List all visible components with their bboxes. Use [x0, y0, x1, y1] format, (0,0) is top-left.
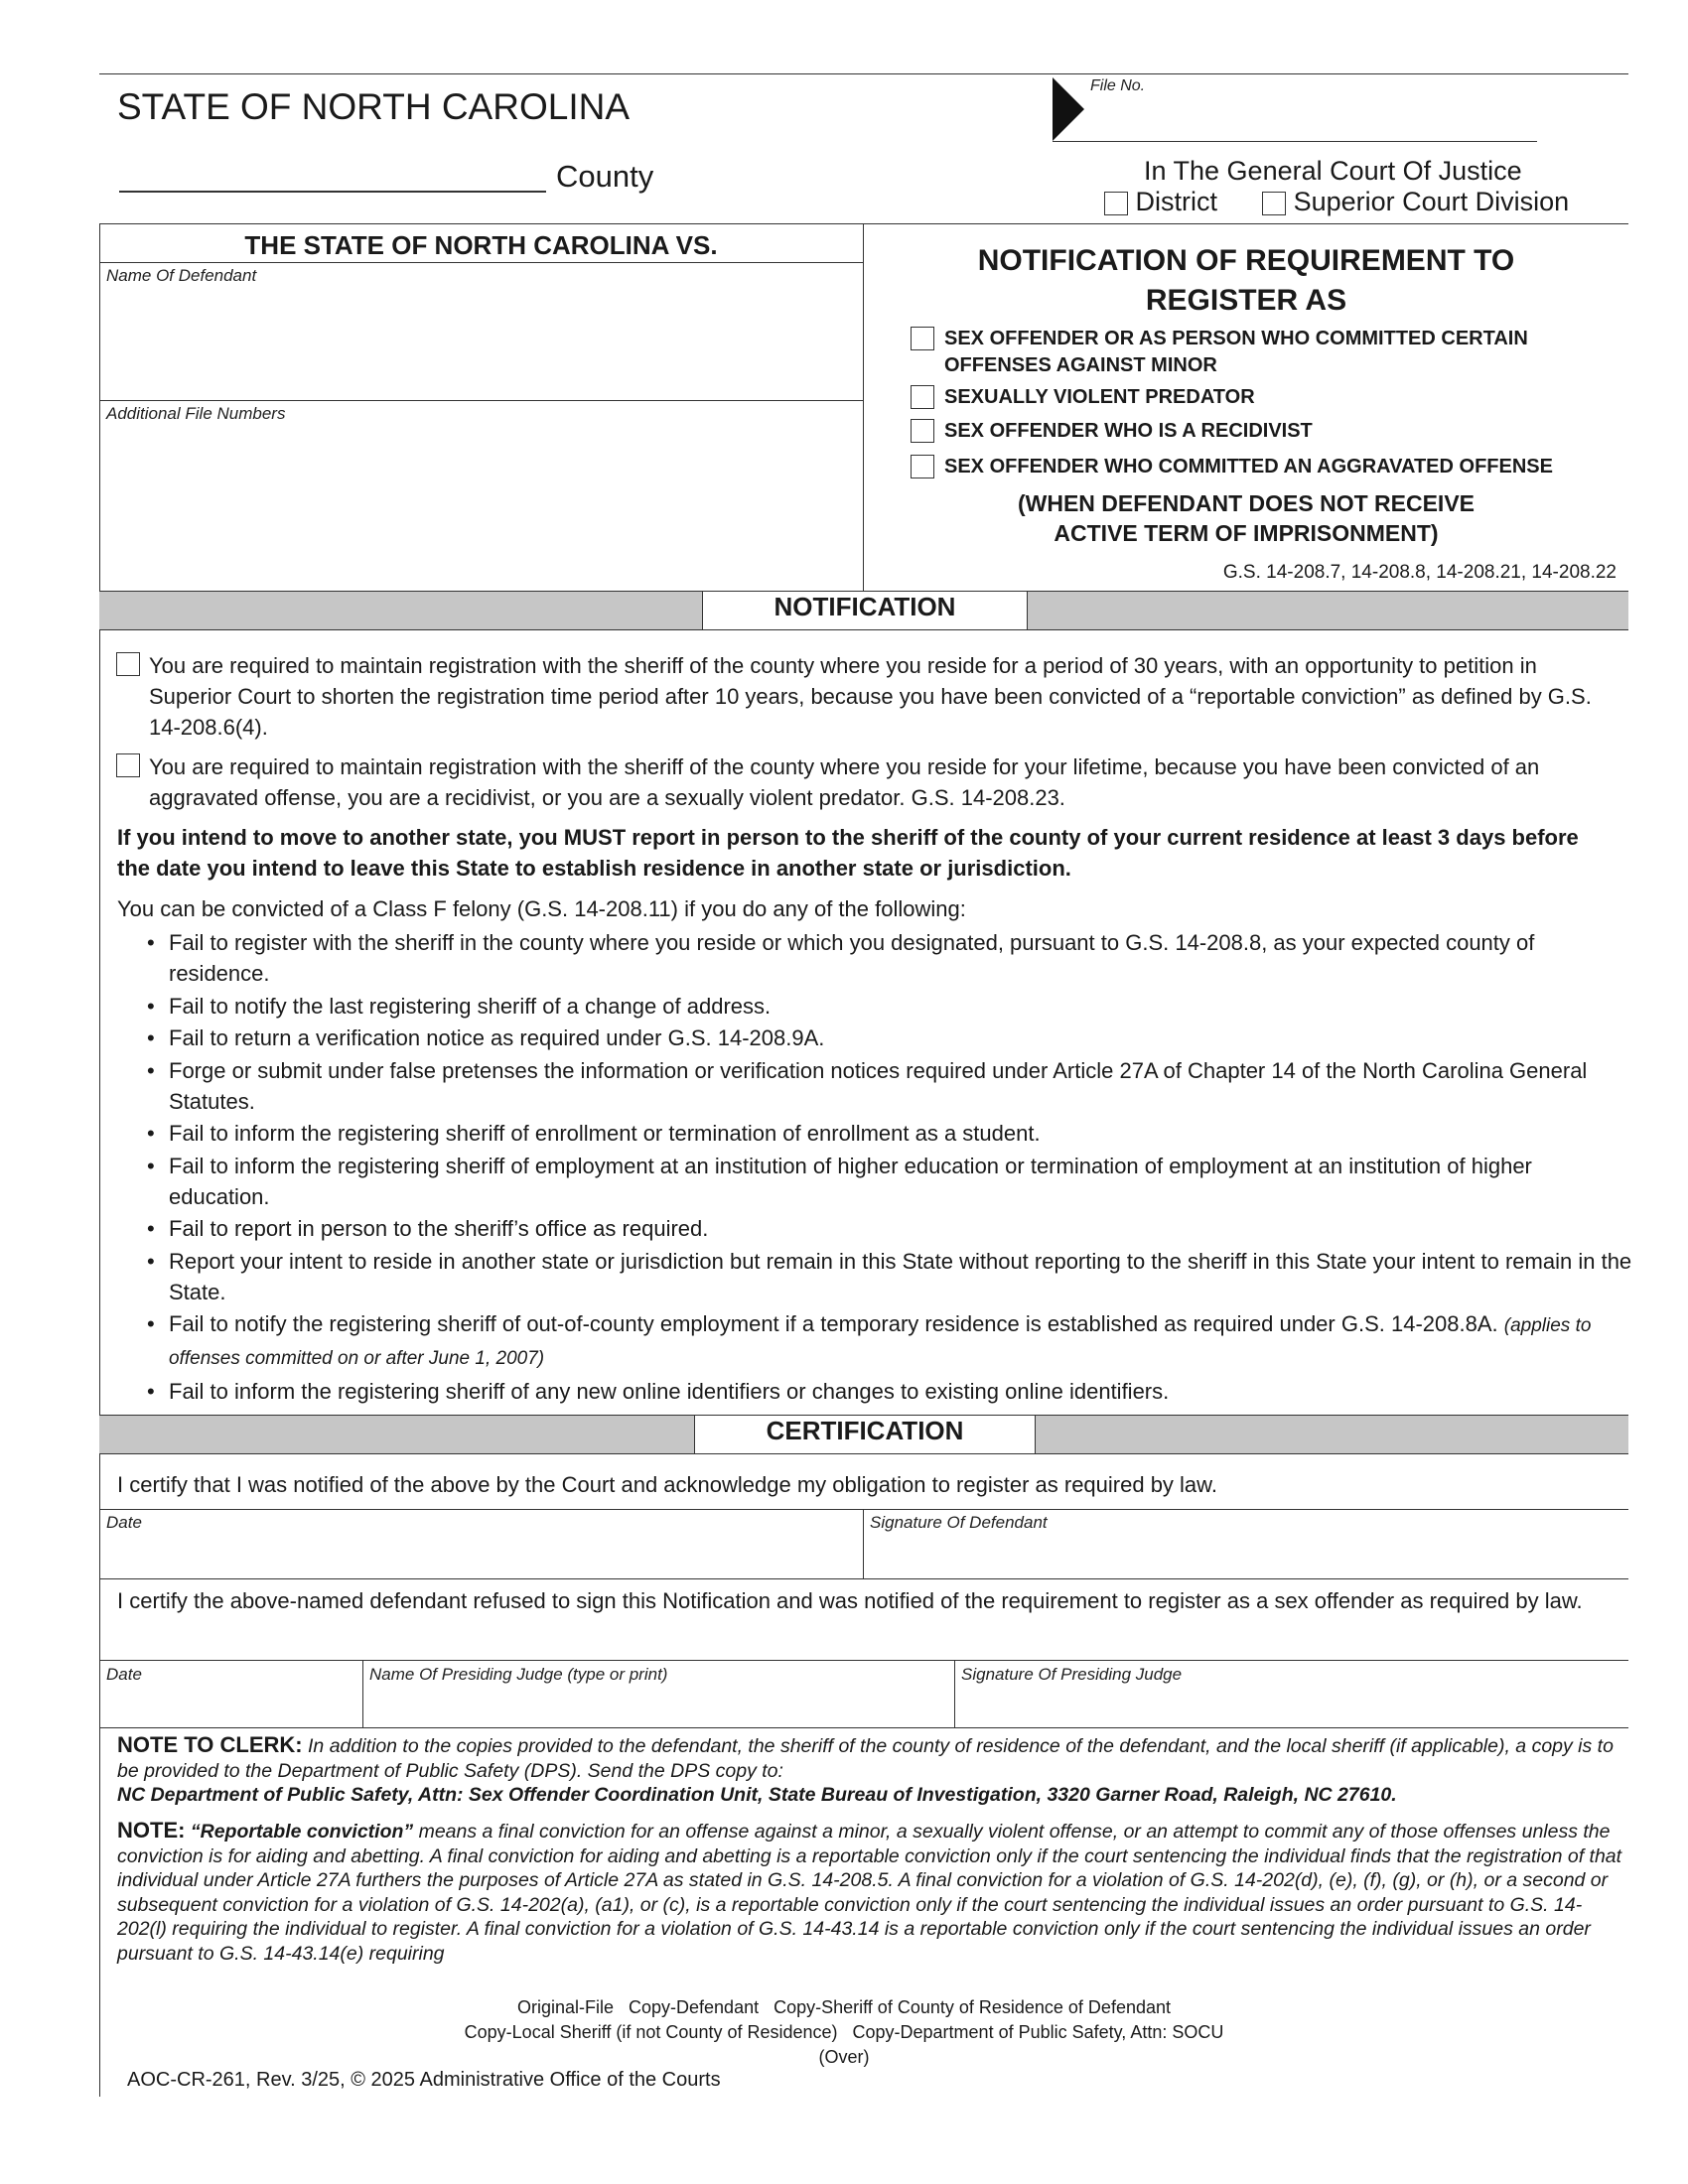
- additional-file-numbers-field[interactable]: [101, 427, 861, 586]
- list-item: • Fail to notify the last registering sheriff of a change of address.: [147, 991, 1636, 1022]
- additional-file-numbers-label: Additional File Numbers: [106, 404, 286, 423]
- file-no-label: File No.: [1090, 77, 1146, 94]
- certify-statement-2: I certify the above-named defendant refused to sign this Notification and was notified of the requirement to register as a sex offender as required by law.: [117, 1588, 1583, 1613]
- judge-name-label: Name Of Presiding Judge (type or print): [369, 1665, 668, 1684]
- dps-address-text: NC Department of Public Safety, Attn: Sex Offender Coordination Unit, State Bureau of Investigation, 3320 Garner Road, Raleigh, NC 27610: [117, 1784, 1392, 1806]
- list-item: • Forge or submit under false pretenses the information or verification notices required under Article 27A of Chapter 14 of the North Carolina General Statutes.: [147, 1055, 1636, 1117]
- signature-defendant-label: Signature Of Defendant: [870, 1513, 1048, 1532]
- file-no-field[interactable]: [1053, 141, 1537, 142]
- list-item: [147, 1308, 1636, 1374]
- certification-title: CERTIFICATION: [694, 1415, 1036, 1454]
- note-head: NOTE:: [117, 1818, 186, 1843]
- court-title: In The General Court Of Justice: [1144, 156, 1522, 186]
- superior-court-checkbox[interactable]: [1262, 192, 1286, 215]
- distribution-line-2: Copy-Local Sheriff (if not County of Residence) Copy-Department of Public Safety, Attn: SOCU: [464, 2022, 1224, 2042]
- option-label: SEX OFFENDER OR AS PERSON WHO COMMITTED CERTAIN: [944, 328, 1528, 349]
- list-item-text: Fail to notify the registering sheriff of out-of-county employment if a temporary residence is established as required under G.S. 14-208.8A.: [169, 1311, 1498, 1336]
- list-item: • Fail to inform the registering sheriff of employment at an institution of higher education or termination of employment at an institution of higher education.: [147, 1151, 1636, 1212]
- district-label: District: [1135, 187, 1218, 216]
- defendant-name-field[interactable]: [101, 288, 861, 397]
- list-item-note: (applies to offenses committed on or after June 1, 2007): [169, 1315, 1592, 1369]
- dps-address: NC Department of Public Safety, Attn: Sex Offender Coordination Unit, State Bureau of Investigation, 3320 Garner Road, Raleigh, NC 27610.: [117, 1784, 1397, 1806]
- court-division: [1104, 187, 1569, 217]
- arrow-marker-icon: [1053, 77, 1084, 141]
- lifetime-text: You are required to maintain registration with the sheriff of the county where you reside for your lifetime, because you have been convicted of an aggravated offense, you are a recidivist, or you are a sexually violent predator. G.S. 14-208.23.: [149, 754, 1540, 810]
- option-label: SEX OFFENDER WHO IS A RECIDIVIST: [944, 420, 1313, 442]
- form-title-line-2: REGISTER AS: [1145, 284, 1347, 317]
- date-2-field[interactable]: [101, 1686, 359, 1725]
- form-title-line-1: NOTIFICATION OF REQUIREMENT TO: [977, 244, 1515, 277]
- when-condition: [864, 488, 1628, 548]
- checkbox[interactable]: [911, 455, 934, 478]
- county-line[interactable]: [119, 191, 546, 193]
- distribution-line-1: Original-File Copy-Defendant Copy-Sheriff of County of Residence of Defendant: [516, 1997, 1171, 2017]
- list-item: • Fail to inform the registering sheriff of any new online identifiers or changes to existing online identifiers.: [147, 1376, 1636, 1407]
- note-text: means a final conviction for an offense against a minor, a sexually violent offense, or an attempt to commit any of those offenses unless the conviction is for aiding and abetting. A final conviction for aiding and abetting is a reportable conviction only if the court sentencing the individual finds that the registration of that individual under Article 27A furthers the purposes of Article 27A as stated in G.S. 14-208.5. A final conviction for a violation of G.S. 14-202(d), (e), (f), (g), or (h), or a second or subsequent conviction for a violation of G.S. 14-202(a), (a1), or (c), is a reportable conviction only if the court sentencing the individual issues an order pursuant to G.S. 14-202(l) requiring the individual to register. A final conviction for a violation of G.S. 14-43.14 is a reportable conviction only if the court sentencing the individual issues an order pursuant to G.S. 14-43.14(e) requiring: [117, 1821, 1622, 1965]
- option-label-line-2: OFFENSES AGAINST MINOR: [944, 354, 1217, 376]
- certify-statement-1: I certify that I was notified of the above by the Court and acknowledge my obligation to register as required by law.: [117, 1472, 1217, 1497]
- felony-intro: You can be convicted of a Class F felony (G.S. 14-208.11) if you do any of the following:: [117, 896, 966, 921]
- signature-defendant-field[interactable]: [865, 1535, 1624, 1574]
- over-label: (Over): [818, 2047, 870, 2067]
- date-label: Date: [106, 1513, 142, 1532]
- note-reportable-conviction: [117, 1819, 1626, 1966]
- list-item: • Report your intent to reside in another state or jurisdiction but remain in this State without reporting to the sheriff in this State your intent to remain in the State.: [147, 1246, 1636, 1307]
- judge-signature-field[interactable]: [956, 1686, 1624, 1725]
- superior-court-label: Superior Court Division: [1293, 187, 1570, 216]
- felony-list: [147, 927, 1636, 1408]
- when-line-2: ACTIVE TERM OF IMPRISONMENT): [1054, 520, 1439, 546]
- note-to-clerk: [117, 1733, 1626, 1808]
- state-title: STATE OF NORTH CAROLINA: [117, 86, 630, 127]
- judge-name-field[interactable]: [364, 1686, 950, 1725]
- checkbox[interactable]: [911, 385, 934, 409]
- lifetime-checkbox[interactable]: [116, 753, 140, 777]
- checkbox[interactable]: [911, 419, 934, 443]
- notification-title: NOTIFICATION: [702, 591, 1028, 630]
- checkbox[interactable]: [911, 327, 934, 350]
- note-to-clerk-text: In addition to the copies provided to the defendant, the sheriff of the county of residence of the defendant, and the local sheriff (if applicable), a copy is to be provided to the Department of Public Safety (DPS). Send the DPS copy to:: [117, 1735, 1614, 1782]
- list-item: • Fail to register with the sheriff in the county where you reside or which you designated, pursuant to G.S. 14-208.8, as your expected county of residence.: [147, 927, 1636, 989]
- district-checkbox[interactable]: [1104, 192, 1128, 215]
- statutes: G.S. 14-208.7, 14-208.8, 14-208.21, 14-208.22: [1222, 562, 1617, 583]
- move-warning: If you intend to move to another state, you MUST report in person to the sheriff of the county of your current residence at least 3 days before the date you intend to leave this State to establish residence in another state or jurisdiction.: [117, 825, 1579, 881]
- form-id: AOC-CR-261, Rev. 3/25, © 2025 Administrative Office of the Courts: [127, 2069, 721, 2091]
- date-2-label: Date: [106, 1665, 142, 1684]
- form-title: [864, 241, 1628, 321]
- list-item: • Fail to report in person to the sheriff’s office as required.: [147, 1213, 1636, 1244]
- when-line-1: (WHEN DEFENDANT DOES NOT RECEIVE: [1017, 490, 1476, 516]
- county-label: County: [556, 159, 654, 194]
- defendant-name-label: Name Of Defendant: [106, 266, 257, 285]
- option-label: SEX OFFENDER WHO COMMITTED AN AGGRAVATED OFFENSE: [944, 456, 1553, 478]
- list-item: • Fail to inform the registering sheriff of enrollment or termination of enrollment as a student.: [147, 1118, 1636, 1149]
- option-label: SEXUALLY VIOLENT PREDATOR: [944, 386, 1255, 408]
- note-to-clerk-head: NOTE TO CLERK:: [117, 1732, 303, 1757]
- date-field[interactable]: [101, 1535, 861, 1574]
- list-item: • Fail to return a verification notice as required under G.S. 14-208.9A.: [147, 1023, 1636, 1053]
- thirty-year-text: You are required to maintain registration with the sheriff of the county where you reside for a period of 30 years, with an opportunity to petition in Superior Court to shorten the registration time period after 10 years, because you have been convicted of a “reportable conviction” as defined by G.S. 14-208.6(4).: [149, 653, 1592, 740]
- vs-title: THE STATE OF NORTH CAROLINA VS.: [244, 230, 718, 260]
- note-term: “Reportable conviction”: [190, 1821, 414, 1843]
- judge-signature-label: Signature Of Presiding Judge: [961, 1665, 1183, 1684]
- thirty-year-checkbox[interactable]: [116, 652, 140, 676]
